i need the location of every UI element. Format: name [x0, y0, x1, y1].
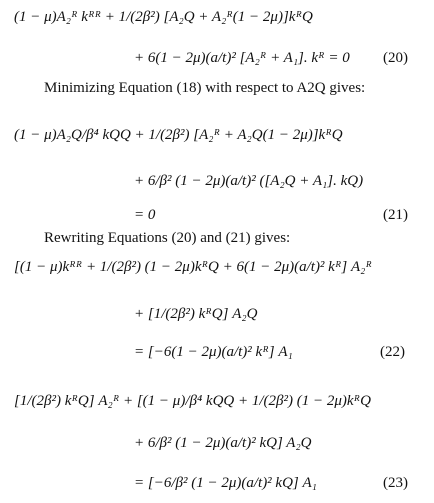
equation-20-number: (20): [383, 50, 408, 66]
equation-21-line-2: + 6/β² (1 − 2μ)(a/t)² ([A₂Q + A₁]. kQ): [134, 173, 364, 189]
equation-22-line-3: = [−6(1 − 2μ)(a/t)² kᴿ] A₁: [134, 344, 293, 360]
equation-21-number: (21): [383, 207, 408, 223]
rewriting-sentence: Rewriting Equations (20) and (21) gives:: [44, 230, 291, 246]
equation-22-number: (22): [380, 344, 405, 360]
equation-23-number: (23): [383, 475, 408, 491]
equation-23-line-3: = [−6/β² (1 − 2μ)(a/t)² kQ] A₁: [134, 475, 317, 491]
equation-21-line-3: = 0: [134, 207, 156, 223]
equation-21-line-1: (1 − μ)A₂Q/β⁴ kQQ + 1/(2β²) [A₂ᴿ + A₂Q(1 − 2μ)]kᴿQ: [14, 127, 343, 143]
equation-22-line-1: [(1 − μ)kᴿᴿ + 1/(2β²) (1 − 2μ)kᴿQ + 6(1 − 2μ)(a/t)² kᴿ] A₂ᴿ: [14, 259, 372, 275]
equation-22-line-2: + [1/(2β²) kᴿQ] A₂Q: [134, 306, 258, 322]
equation-23-line-1: [1/(2β²) kᴿQ] A₂ᴿ + [(1 − μ)/β⁴ kQQ + 1/(2β²) (1 − 2μ)kᴿQ: [14, 393, 371, 409]
equation-20-line-2: + 6(1 − 2μ)(a/t)² [A₂ᴿ + A₁]. kᴿ = 0: [134, 50, 350, 66]
minimizing-sentence: Minimizing Equation (18) with respect to A2Q gives:: [44, 80, 366, 96]
equation-20-line-1: (1 − μ)A₂ᴿ kᴿᴿ + 1/(2β²) [A₂Q + A₂ᴿ(1 − 2μ)]kᴿQ: [14, 9, 313, 25]
equation-23-line-2: + 6/β² (1 − 2μ)(a/t)² kQ] A₂Q: [134, 435, 312, 451]
